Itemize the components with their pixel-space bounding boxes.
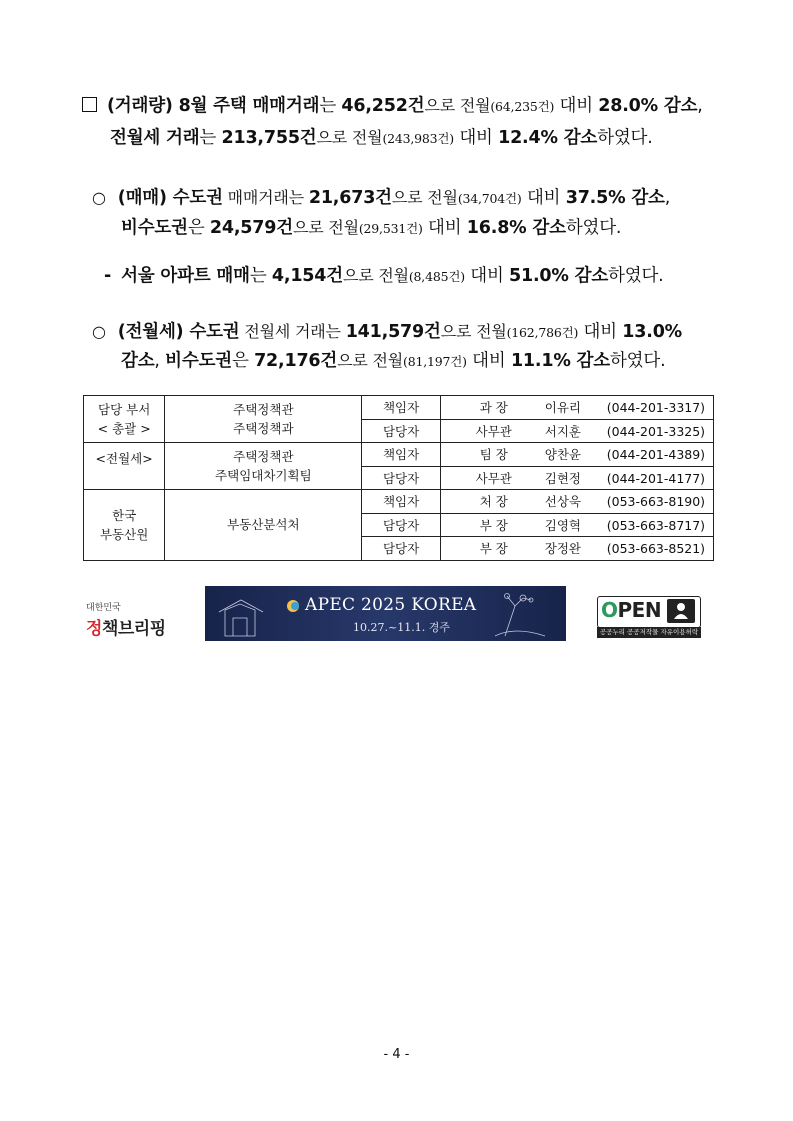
- prev-count: (8,485건): [408, 269, 465, 284]
- group-label: < 총괄 >: [97, 421, 151, 436]
- region-label: 비수도권: [165, 351, 232, 371]
- position: 팀 장: [479, 447, 508, 463]
- text: ,: [664, 188, 671, 208]
- text: 으로 전월: [292, 218, 359, 237]
- text: 는: [199, 128, 222, 148]
- phone: (053-663-8717): [606, 517, 706, 533]
- attribution-person-icon: [667, 599, 695, 623]
- person-name: 서지훈: [544, 423, 581, 439]
- text: 하였다.: [597, 128, 653, 148]
- open-license-logo: [597, 596, 701, 638]
- text: ,: [697, 96, 703, 116]
- person-name: 이유리: [544, 400, 581, 416]
- checkbox-square-icon: [82, 97, 97, 112]
- text: 은: [231, 351, 255, 371]
- sale-count: 46,252건: [341, 96, 425, 116]
- seoul-heading: 서울 아파트 매매: [121, 266, 250, 286]
- role-cell: 담당자: [362, 537, 440, 561]
- page-number: - 4 -: [383, 1047, 410, 1062]
- group-label: 한국: [112, 507, 137, 523]
- text: 대비: [422, 218, 467, 238]
- logo-text: 책브리핑: [101, 619, 166, 639]
- open-wordmark: [601, 598, 661, 622]
- text: 으로 전월: [316, 128, 383, 147]
- seoul-count: 4,154건: [271, 266, 343, 286]
- dept-label: 주택정책관: [233, 402, 294, 417]
- circle-bullet-icon: ○: [92, 188, 106, 207]
- position: 사무관: [475, 423, 512, 439]
- prev-count: (243,983건): [382, 131, 454, 146]
- logo-text: PEN: [617, 598, 662, 622]
- text: ,: [154, 351, 166, 371]
- headline-rent: 전월세 거래: [110, 128, 200, 148]
- group-cell: [84, 396, 165, 443]
- text: 하였다.: [565, 218, 622, 238]
- position: 처 장: [479, 494, 508, 510]
- text: 대비: [466, 351, 511, 371]
- person-cell: [440, 537, 713, 561]
- group-cell: [84, 490, 165, 561]
- role-cell: 담당자: [362, 513, 440, 537]
- position: 부 장: [479, 541, 508, 557]
- person-name: 선상욱: [544, 494, 581, 510]
- person-cell: [440, 466, 713, 490]
- phone: (044-201-4177): [606, 470, 706, 486]
- position: 사무관: [475, 470, 512, 486]
- role-cell: 책임자: [362, 396, 440, 420]
- logo-accent: 정: [86, 619, 102, 639]
- person-name: 양찬윤: [544, 447, 581, 463]
- text: 으로 전월: [440, 322, 507, 341]
- text: 대비: [554, 96, 599, 116]
- prev-count: (64,235건): [490, 99, 555, 114]
- logo-accent: O: [601, 598, 618, 622]
- table-row: [84, 490, 714, 514]
- change-rate: 51.0% 감소: [509, 266, 609, 286]
- summary-line-2: [110, 124, 793, 149]
- role-cell: 담당자: [362, 466, 440, 490]
- rent-line-1: [92, 318, 793, 343]
- phone: (044-201-4389): [606, 447, 706, 463]
- banner-dates: 10.27.~11.1. 경주: [353, 621, 450, 634]
- person-cell: [440, 396, 713, 420]
- prev-count: (29,531건): [358, 221, 423, 236]
- person-cell: [440, 490, 713, 514]
- text: 대비: [464, 266, 510, 286]
- position: 과 장: [479, 400, 508, 416]
- phone: (044-201-3317): [606, 400, 706, 416]
- logo-wordmark: [86, 614, 171, 639]
- text: 매매거래는: [222, 188, 309, 207]
- role-cell: 책임자: [362, 490, 440, 514]
- dash-bullet-icon: -: [104, 266, 112, 286]
- role-cell: 책임자: [362, 443, 440, 467]
- apec-banner: [205, 586, 566, 641]
- text: 감소: [121, 351, 155, 371]
- text: 는: [319, 96, 342, 116]
- change-rate: 12.4% 감소: [498, 128, 598, 148]
- banner-title: APEC 2025 KOREA: [305, 595, 477, 615]
- text: 는: [249, 266, 272, 286]
- text: 으로 전월: [391, 188, 458, 207]
- license-caption: 공공누리 공공저작물 자유이용허락: [597, 627, 701, 638]
- dept-label: 주택임대차기획팀: [215, 468, 312, 483]
- rent-line-2: [121, 347, 793, 372]
- rent-count: 72,176건: [254, 351, 338, 371]
- rent-count: 141,579건: [345, 322, 441, 342]
- dept-cell: [165, 443, 362, 490]
- circle-bullet-icon: ○: [92, 322, 106, 341]
- policy-briefing-logo: [86, 600, 171, 640]
- person-name: 김영혁: [544, 517, 581, 533]
- text: 하였다.: [608, 266, 664, 286]
- change-rate: 28.0% 감소: [598, 96, 698, 116]
- trade-heading: (매매) 수도권: [117, 188, 223, 208]
- person-name: 김현정: [544, 470, 581, 486]
- table-row: [84, 443, 714, 467]
- person-cell: [440, 443, 713, 467]
- text: 하였다.: [609, 351, 666, 371]
- person-cell: [440, 513, 713, 537]
- trade-count: 21,673건: [308, 188, 392, 208]
- group-label: <전월세>: [95, 450, 153, 466]
- prev-count: (34,704건): [457, 191, 522, 206]
- group-cell: [84, 443, 165, 490]
- trade-line-2: [121, 214, 793, 239]
- prev-count: (162,786건): [506, 325, 579, 340]
- text: 대비: [521, 188, 566, 208]
- change-rate: 37.5% 감소: [565, 188, 665, 208]
- text: 은: [187, 218, 210, 238]
- trade-line-1: [92, 184, 793, 209]
- rent-heading: (전월세) 수도권: [117, 322, 240, 342]
- headline-volume: (거래량) 8월 주택 매매거래: [107, 96, 320, 116]
- dept-cell: [165, 490, 362, 561]
- dept-cell: [165, 396, 362, 443]
- phone: (053-663-8190): [606, 494, 706, 510]
- text: 으로 전월: [337, 351, 404, 370]
- table-row: [84, 396, 714, 420]
- region-label: 비수도권: [121, 218, 188, 238]
- person-name: 장정완: [544, 541, 581, 557]
- text: 으로 전월: [342, 266, 409, 285]
- change-rate: 13.0%: [622, 322, 683, 342]
- group-label: 부동산원: [99, 526, 149, 542]
- text: 전월세 거래는: [239, 322, 346, 341]
- rent-count: 213,755건: [221, 128, 317, 148]
- position: 부 장: [479, 517, 508, 533]
- summary-line-1: [82, 92, 793, 117]
- text: 으로 전월: [424, 96, 491, 115]
- prev-count: (81,197건): [403, 354, 467, 369]
- contacts-table: [83, 395, 714, 561]
- dept-label: 주택정책관: [233, 449, 294, 464]
- dept-label: 부동산분석처: [227, 517, 300, 533]
- person-cell: [440, 419, 713, 443]
- role-cell: 담당자: [362, 419, 440, 443]
- text: 대비: [453, 128, 499, 148]
- trade-count: 24,579건: [209, 218, 293, 238]
- seoul-line: [104, 262, 793, 287]
- phone: (053-663-8521): [606, 541, 706, 557]
- phone: (044-201-3325): [606, 423, 706, 439]
- group-label: 담당 부서: [98, 402, 151, 417]
- logo-caption: 대한민국: [86, 603, 121, 613]
- text: 대비: [578, 322, 623, 342]
- change-rate: 11.1% 감소: [510, 351, 610, 371]
- change-rate: 16.8% 감소: [466, 218, 566, 238]
- dept-label: 주택정책과: [233, 421, 294, 436]
